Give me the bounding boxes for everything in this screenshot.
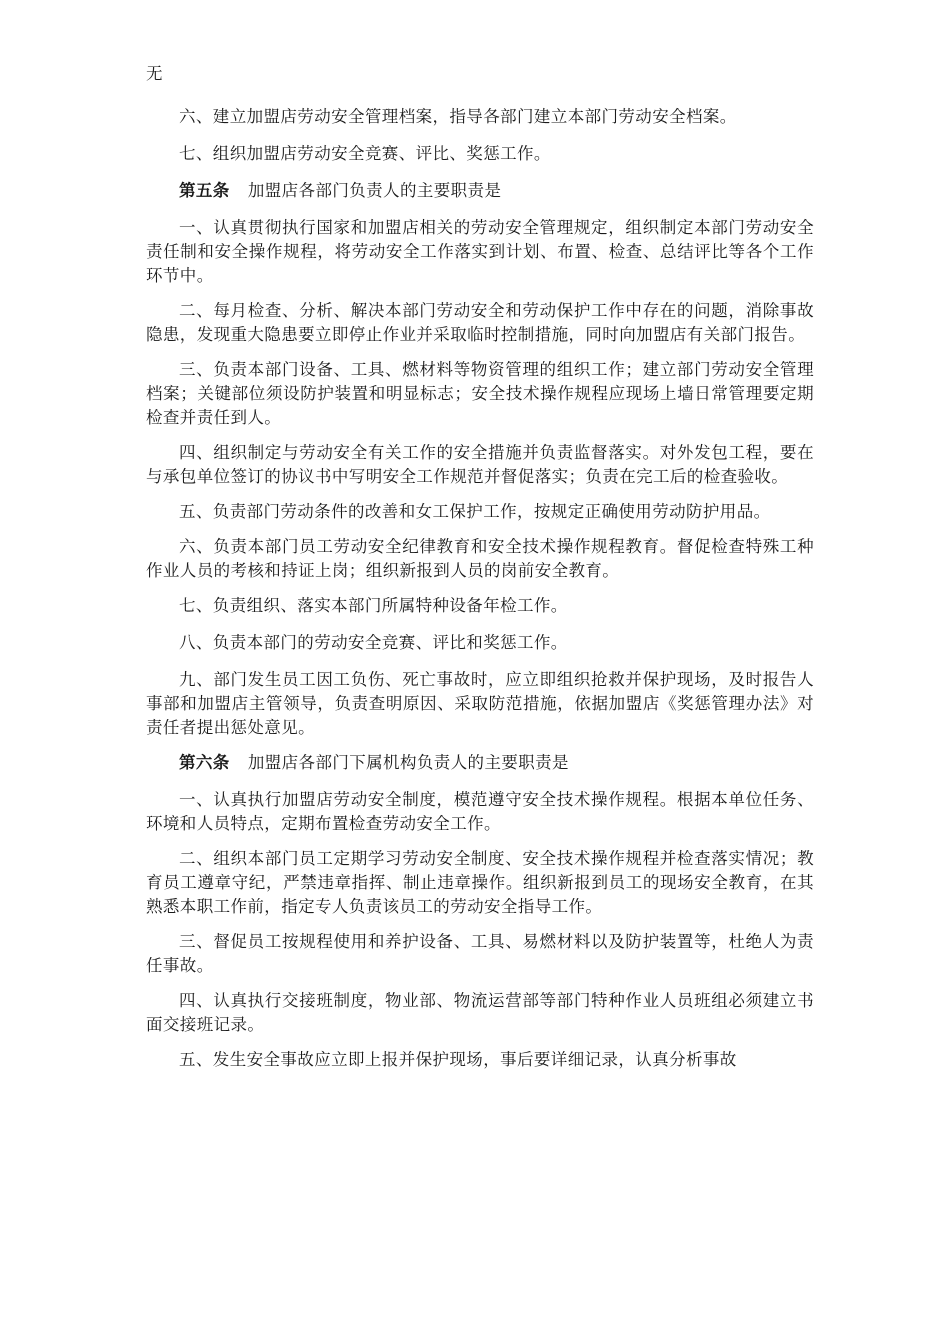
clause-paragraph: 一、认真执行加盟店劳动安全制度，模范遵守安全技术操作规程。根据本单位任务、环境和人员特点，定期布置检查劳动安全工作。 (146, 790, 814, 833)
article-label: 第五条 (179, 181, 230, 200)
clause-paragraph: 八、负责本部门的劳动安全竞赛、评比和奖惩工作。 (179, 633, 568, 652)
clause-paragraph: 九、部门发生员工因工负伤、死亡事故时，应立即组织抢救并保护现场，及时报告人事部和加盟店主管领导，负责查明原因、采取防范措施，依据加盟店《奖惩管理办法》对责任者提出惩处意见。 (146, 670, 814, 737)
clause-paragraph: 六、负责本部门员工劳动安全纪律教育和安全技术操作规程教育。督促检查特殊工种作业人员的考核和持证上岗；组织新报到人员的岗前安全教育。 (146, 537, 814, 580)
clause-paragraph: 七、组织加盟店劳动安全竞赛、评比、奖惩工作。 (179, 144, 551, 163)
clause-paragraph: 七、负责组织、落实本部门所属特种设备年检工作。 (179, 596, 568, 615)
clause-paragraph: 二、组织本部门员工定期学习劳动安全制度、安全技术操作规程并检查落实情况；教育员工遵章守纪，严禁违章指挥、制止违章操作。组织新报到员工的现场安全教育，在其熟悉本职工作前，指定专人负责该员工的劳动安全指导工作。 (146, 849, 814, 916)
clause-paragraph: 二、每月检查、分析、解决本部门劳动安全和劳动保护工作中存在的问题，消除事故隐患，发现重大隐患要立即停止作业并采取临时控制措施，同时向加盟店有关部门报告。 (146, 301, 814, 344)
clause-paragraph: 五、发生安全事故应立即上报并保护现场，事后要详细记录，认真分析事故 (179, 1050, 737, 1069)
continued-text: 无 (146, 64, 163, 83)
clause-paragraph: 五、负责部门劳动条件的改善和女工保护工作，按规定正确使用劳动防护用品。 (179, 502, 771, 521)
clause-paragraph: 三、负责本部门设备、工具、燃材料等物资管理的组织工作；建立部门劳动安全管理档案；关键部位须设防护装置和明显标志；安全技术操作规程应现场上墙日常管理要定期检查并责任到人。 (146, 360, 814, 427)
clause-paragraph: 三、督促员工按规程使用和养护设备、工具、易燃材料以及防护装置等，杜绝人为责任事故。 (146, 932, 814, 975)
clause-paragraph: 四、认真执行交接班制度，物业部、物流运营部等部门特种作业人员班组必须建立书面交接班记录。 (146, 991, 814, 1034)
document-page (146, 62, 814, 1083)
article-heading (146, 751, 814, 775)
clause-paragraph: 四、组织制定与劳动安全有关工作的安全措施并负责监督落实。对外发包工程，要在与承包单位签订的协议书中写明安全工作规范并督促落实；负责在完工后的检查验收。 (146, 443, 814, 486)
clause-paragraph: 六、建立加盟店劳动安全管理档案，指导各部门建立本部门劳动安全档案。 (179, 107, 737, 126)
article-title: 加盟店各部门负责人的主要职责是 (247, 181, 502, 200)
clause-paragraph: 一、认真贯彻执行国家和加盟店相关的劳动安全管理规定，组织制定本部门劳动安全责任制和安全操作规程，将劳动安全工作落实到计划、布置、检查、总结评比等各个工作环节中。 (146, 218, 814, 285)
article-title: 加盟店各部门下属机构负责人的主要职责是 (247, 753, 569, 772)
article-heading (146, 179, 814, 203)
article-label: 第六条 (179, 753, 230, 772)
